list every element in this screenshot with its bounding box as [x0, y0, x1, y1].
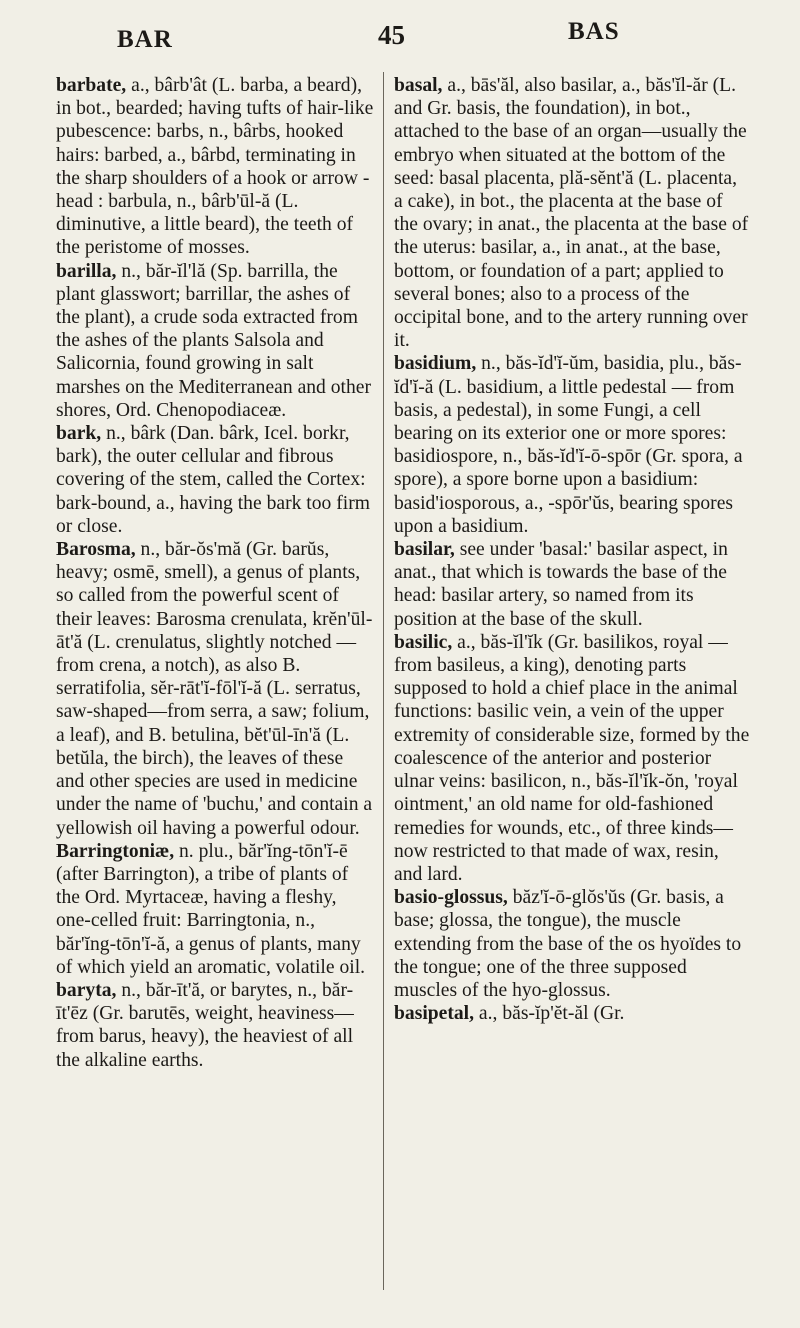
entry-basidium: basidium, n., băs-ĭd'ĭ-ŭm, basidia, plu., băs-ĭd'ĭ-ă (L. basidium, a little pedestal — from basis, a pedestal), in some Fungi, a cell bearing on its exterior one or more spores: basidiospore, n., băs-ĭd'ĭ-ō-spōr (Gr. spora, a spore), a spore borne upon a basidium: basid'iosporous, a., -spōr'ŭs, bearing spores upon a basidium. [394, 353, 743, 537]
right-column [394, 74, 750, 1025]
page-number: 45 [378, 20, 405, 50]
entry-bark: bark, n., bârk (Dan. bârk, Icel. borkr, bark), the outer cellular and fibrous covering of the stem, called the Cortex: bark-bound, a., having the bark too firm or close. [56, 423, 370, 537]
entry-barosma: Barosma, n., băr-ŏs'mă (Gr. barŭs, heavy; osmē, smell), a genus of plants, so called from the powerful scent of their leaves: Barosma crenulata, krĕn'ūl-āt'ă (L. crenulatus, slightly notched —from crena, a notch), as also B. serratifolia, sĕr-rāt'ĭ-fōl'ĭ-ă (L. serratus, saw-shaped—from serra, a saw; folium, a leaf), and B. betulina, bĕt'ūl-īn'ă (L. betŭla, the birch), the leaves of these and other species are used in medicine under the name of 'buchu,' and contain a yellowish oil having a powerful odour. [56, 539, 373, 839]
left-column [56, 74, 374, 1072]
entry-basal: basal, a., bās'ăl, also basilar, a., băs'ĭl-ăr (L. and Gr. basis, the foundation), in bot., attached to the base of an organ—usually the embryo when situated at the bottom of the seed: basal placenta, plă-sĕnt'ă (L. placenta, a cake), in bot., the placenta at the base of the ovary; in anat., the placenta at the base of the uterus: basilar, a., in anat., at the base, bottom, or foundation of a part; applied to several bones; also to a process of the occipital bone, and to the artery running over it. [394, 75, 749, 352]
left-guide-word: BAR [117, 26, 173, 53]
entry-baryta: baryta, n., băr-īt'ă, or barytes, n., băr-īt'ēz (Gr. barutēs, weight, heaviness—from barus, heavy), the heaviest of all the alkaline earths. [56, 979, 354, 1071]
column-divider [383, 72, 384, 1290]
entry-basipetal: basipetal, a., băs-ĭp'ĕt-ăl (Gr. [394, 1003, 625, 1025]
entry-basio-glossus: basio-glossus, băz'ĭ-ō-glŏs'ŭs (Gr. basis, a base; glossa, the tongue), the muscle extending from the base of the os hyoïdes to the tongue; one of the three supposed muscles of the hyo-glossus. [394, 887, 742, 1001]
entry-barilla: barilla, n., băr-ĭl'lă (Sp. barrilla, the plant glasswort; barrillar, the ashes of the plant), a crude soda extracted from the ashes of the plants Salsola and Salicornia, found growing in salt marshes on the Mediterranean and other shores, Ord. Chenopodiaceæ. [56, 260, 372, 421]
entry-basilic: basilic, a., băs-ĭl'ĭk (Gr. basilikos, royal — from basileus, a king), denoting parts supposed to hold a chief place in the animal functions: basilic vein, a vein of the upper extremity of considerable size, formed by the coalescence of the anterior and posterior ulnar veins: basilicon, n., băs-ĭl'ĭk-ŏn, 'royal ointment,' an old name for old-fashioned remedies for wounds, etc., of three kinds—now restricted to that made of wax, resin, and lard. [394, 631, 750, 885]
entry-barringtoniae: Barringtoniæ, n. plu., băr'ĭng-tōn'ĭ-ē (after Barrington), a tribe of plants of the Ord. Myrtaceæ, having a fleshy, one-celled fruit: Barringtonia, n., băr'ĭng-tōn'ĭ-ă, a genus of plants, many of which yield an aromatic, volatile oil. [56, 840, 366, 978]
entry-barbate: barbate, a., bârb'ât (L. barba, a beard), in bot., bearded; having tufts of hair-like pubescence: barbs, n., bârbs, hooked hairs: barbed, a., bârbd, terminating in the sharp shoulders of a hook or arrow - head : barbula, n., bârb'ūl-ă (L. diminutive, a little beard), the teeth of the peristome of mosses. [56, 75, 374, 259]
page-header [0, 18, 800, 58]
entry-basilar: basilar, see under 'basal:' basilar aspect, in anat., that which is towards the base of the head: basilar artery, so named from its position at the base of the skull. [394, 539, 728, 630]
right-guide-word: BAS [568, 18, 620, 45]
